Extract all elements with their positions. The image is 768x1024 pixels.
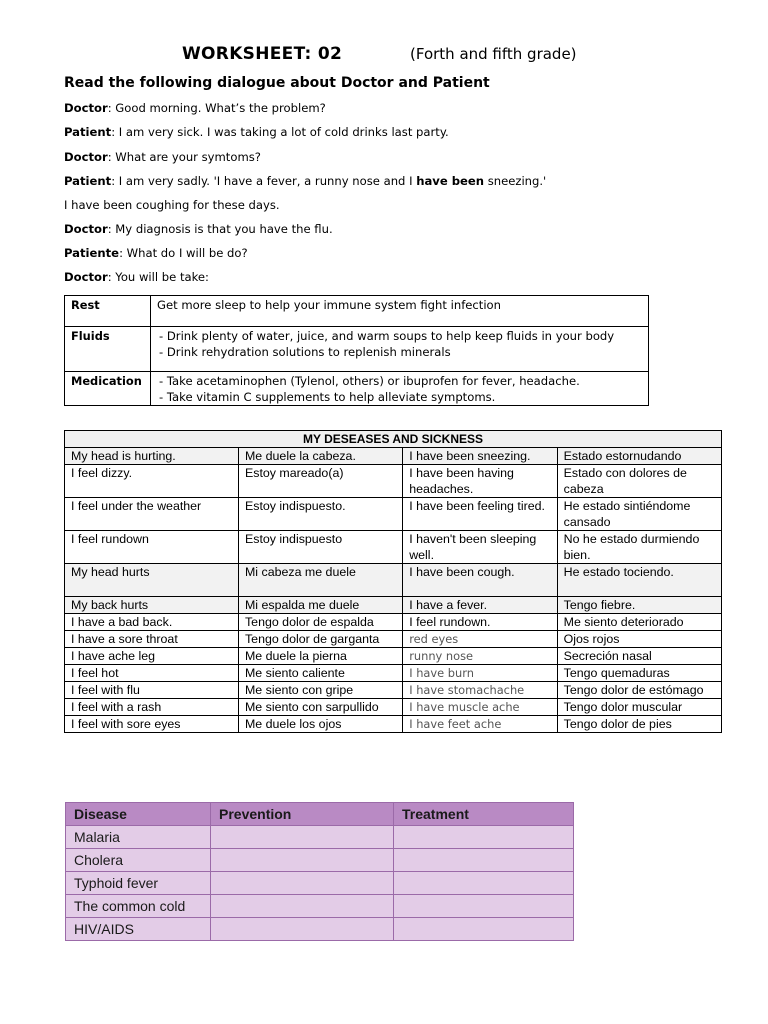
dialogue-line	[64, 101, 326, 115]
table-cell: Me siento con gripe	[238, 682, 402, 699]
dialogue-emphasis: have been	[416, 174, 485, 188]
table-row	[65, 699, 722, 716]
fluids-list	[157, 328, 642, 360]
disease-name: The common cold	[66, 895, 211, 918]
table-cell: Estado con dolores de cabeza	[557, 465, 721, 498]
header-prevention: Prevention	[211, 803, 394, 826]
table-cell: I feel rundown	[65, 531, 239, 564]
table-cell: Estoy mareado(a)	[238, 465, 402, 498]
prevention-cell[interactable]	[211, 918, 394, 941]
table-cell: Tengo dolor de garganta	[238, 631, 402, 648]
dialogue-text: : I am very sick. I was taking a lot of cold drinks last party.	[111, 125, 449, 139]
sickness-table	[64, 430, 722, 733]
medication-item: - Take vitamin C supplements to help alleviate symptoms.	[157, 389, 642, 405]
table-row	[65, 631, 722, 648]
prevention-cell[interactable]	[211, 895, 394, 918]
table-cell: runny nose	[403, 648, 557, 665]
table-cell: I have muscle ache	[403, 699, 557, 716]
dialogue-text: I have been coughing for these days.	[64, 198, 280, 212]
table-cell: Tengo dolor muscular	[557, 699, 721, 716]
table-cell: Mi espalda me duele	[238, 597, 402, 614]
table-cell: I have a bad back.	[65, 614, 239, 631]
instructions-heading: Read the following dialogue about Doctor and Patient	[64, 75, 490, 91]
table-row	[65, 498, 722, 531]
table-row	[65, 448, 722, 465]
table-row	[65, 682, 722, 699]
medication-cell	[151, 372, 649, 406]
table-cell: Tengo quemaduras	[557, 665, 721, 682]
dialogue-line	[64, 125, 449, 139]
speaker-name: Patient	[64, 174, 112, 188]
table-row	[65, 564, 722, 597]
speaker-name: Doctor	[64, 270, 108, 284]
table-cell: I have feet ache	[403, 716, 557, 733]
rest-text: Get more sleep to help your immune system fight infection	[151, 296, 649, 327]
treatment-table	[64, 295, 649, 406]
table-cell: I have been sneezing.	[403, 448, 557, 465]
table-cell: Mi cabeza me duele	[238, 564, 402, 597]
disease-row	[66, 826, 574, 849]
table-cell: I have been having headaches.	[403, 465, 557, 498]
table-cell: Estoy indispuesto.	[238, 498, 402, 531]
dialogue-line	[64, 198, 280, 212]
treatment-cell[interactable]	[394, 849, 574, 872]
table-cell: I haven't been sleeping well.	[403, 531, 557, 564]
table-cell: He estado tociendo.	[557, 564, 721, 597]
fluids-item: - Drink rehydration solutions to replenish minerals	[157, 344, 642, 360]
table-cell: I have been feeling tired.	[403, 498, 557, 531]
dialogue-text: sneezing.'	[484, 174, 547, 188]
table-row	[65, 716, 722, 733]
dialogue-text: : I am very sadly. 'I have a fever, a runny nose and I	[111, 174, 417, 188]
table-cell: I feel dizzy.	[65, 465, 239, 498]
prevention-cell[interactable]	[211, 872, 394, 895]
table-cell: Estado estornudando	[557, 448, 721, 465]
table-cell: Me siento caliente	[238, 665, 402, 682]
header-disease: Disease	[66, 803, 211, 826]
speaker-name: Doctor	[64, 150, 108, 164]
speaker-name: Patiente	[64, 246, 120, 260]
table-row	[65, 665, 722, 682]
table-cell: My head is hurting.	[65, 448, 239, 465]
table-cell: He estado sintiéndome cansado	[557, 498, 721, 531]
table-cell: I have stomachache	[403, 682, 557, 699]
dialogue-text: : What are your symtoms?	[107, 150, 261, 164]
speaker-name: Doctor	[64, 222, 108, 236]
table-cell: Tengo dolor de pies	[557, 716, 721, 733]
table-cell: I have been cough.	[403, 564, 557, 597]
rest-label: Rest	[65, 296, 151, 327]
medication-label: Medication	[65, 372, 151, 406]
table-row	[65, 465, 722, 498]
dialogue-text: : Good morning. What’s the problem?	[107, 101, 326, 115]
medication-list	[157, 373, 642, 405]
disease-row	[66, 872, 574, 895]
table-cell: red eyes	[403, 631, 557, 648]
table-cell: I have burn	[403, 665, 557, 682]
dialogue-text: : My diagnosis is that you have the flu.	[107, 222, 333, 236]
disease-row	[66, 918, 574, 941]
table-cell: Me duele la pierna	[238, 648, 402, 665]
table-cell: Ojos rojos	[557, 631, 721, 648]
table-cell: I feel rundown.	[403, 614, 557, 631]
table-cell: I have ache leg	[65, 648, 239, 665]
dialogue-line	[64, 222, 333, 236]
treatment-cell[interactable]	[394, 895, 574, 918]
dialogue-line	[64, 150, 261, 164]
table-cell: Tengo dolor de espalda	[238, 614, 402, 631]
disease-name: Malaria	[66, 826, 211, 849]
treatment-cell[interactable]	[394, 918, 574, 941]
table-cell: I feel with flu	[65, 682, 239, 699]
table-row	[65, 597, 722, 614]
dialogue-line	[64, 246, 248, 260]
table-cell: I feel under the weather	[65, 498, 239, 531]
medication-item: - Take acetaminophen (Tylenol, others) or ibuprofen for fever, headache.	[157, 373, 642, 389]
dialogue-text: : You will be take:	[107, 270, 209, 284]
sickness-table-title: MY DESEASES AND SICKNESS	[65, 431, 722, 448]
table-cell: I feel hot	[65, 665, 239, 682]
table-cell: My head hurts	[65, 564, 239, 597]
worksheet-title: WORKSHEET: 02	[182, 44, 343, 64]
table-cell: I feel with sore eyes	[65, 716, 239, 733]
table-cell: Me duele la cabeza.	[238, 448, 402, 465]
table-cell: I have a fever.	[403, 597, 557, 614]
table-cell: I feel with a rash	[65, 699, 239, 716]
disease-name: HIV/AIDS	[66, 918, 211, 941]
dialogue-line	[64, 270, 209, 284]
fluids-item: - Drink plenty of water, juice, and warm soups to help keep fluids in your body	[157, 328, 642, 344]
disease-row	[66, 895, 574, 918]
disease-name: Cholera	[66, 849, 211, 872]
treatment-cell[interactable]	[394, 872, 574, 895]
table-cell: Tengo dolor de estómago	[557, 682, 721, 699]
disease-row	[66, 849, 574, 872]
treatment-cell[interactable]	[394, 826, 574, 849]
table-cell: Me duele los ojos	[238, 716, 402, 733]
table-cell: My back hurts	[65, 597, 239, 614]
table-cell: I have a sore throat	[65, 631, 239, 648]
table-cell: Me siento con sarpullido	[238, 699, 402, 716]
table-cell: Tengo fiebre.	[557, 597, 721, 614]
dialogue-text: : What do I will be do?	[119, 246, 248, 260]
fluids-cell	[151, 327, 649, 372]
speaker-name: Patient	[64, 125, 112, 139]
dialogue-line	[64, 174, 546, 188]
table-cell: No he estado durmiendo bien.	[557, 531, 721, 564]
disease-name: Typhoid fever	[66, 872, 211, 895]
header-treatment: Treatment	[394, 803, 574, 826]
table-row	[65, 648, 722, 665]
disease-table	[65, 802, 574, 941]
table-row	[65, 614, 722, 631]
prevention-cell[interactable]	[211, 826, 394, 849]
speaker-name: Doctor	[64, 101, 108, 115]
table-cell: Secreción nasal	[557, 648, 721, 665]
prevention-cell[interactable]	[211, 849, 394, 872]
table-cell: Me siento deteriorado	[557, 614, 721, 631]
fluids-label: Fluids	[65, 327, 151, 372]
grade-label: (Forth and fifth grade)	[410, 45, 577, 63]
table-row	[65, 531, 722, 564]
worksheet-header	[0, 44, 768, 66]
table-cell: Estoy indispuesto	[238, 531, 402, 564]
